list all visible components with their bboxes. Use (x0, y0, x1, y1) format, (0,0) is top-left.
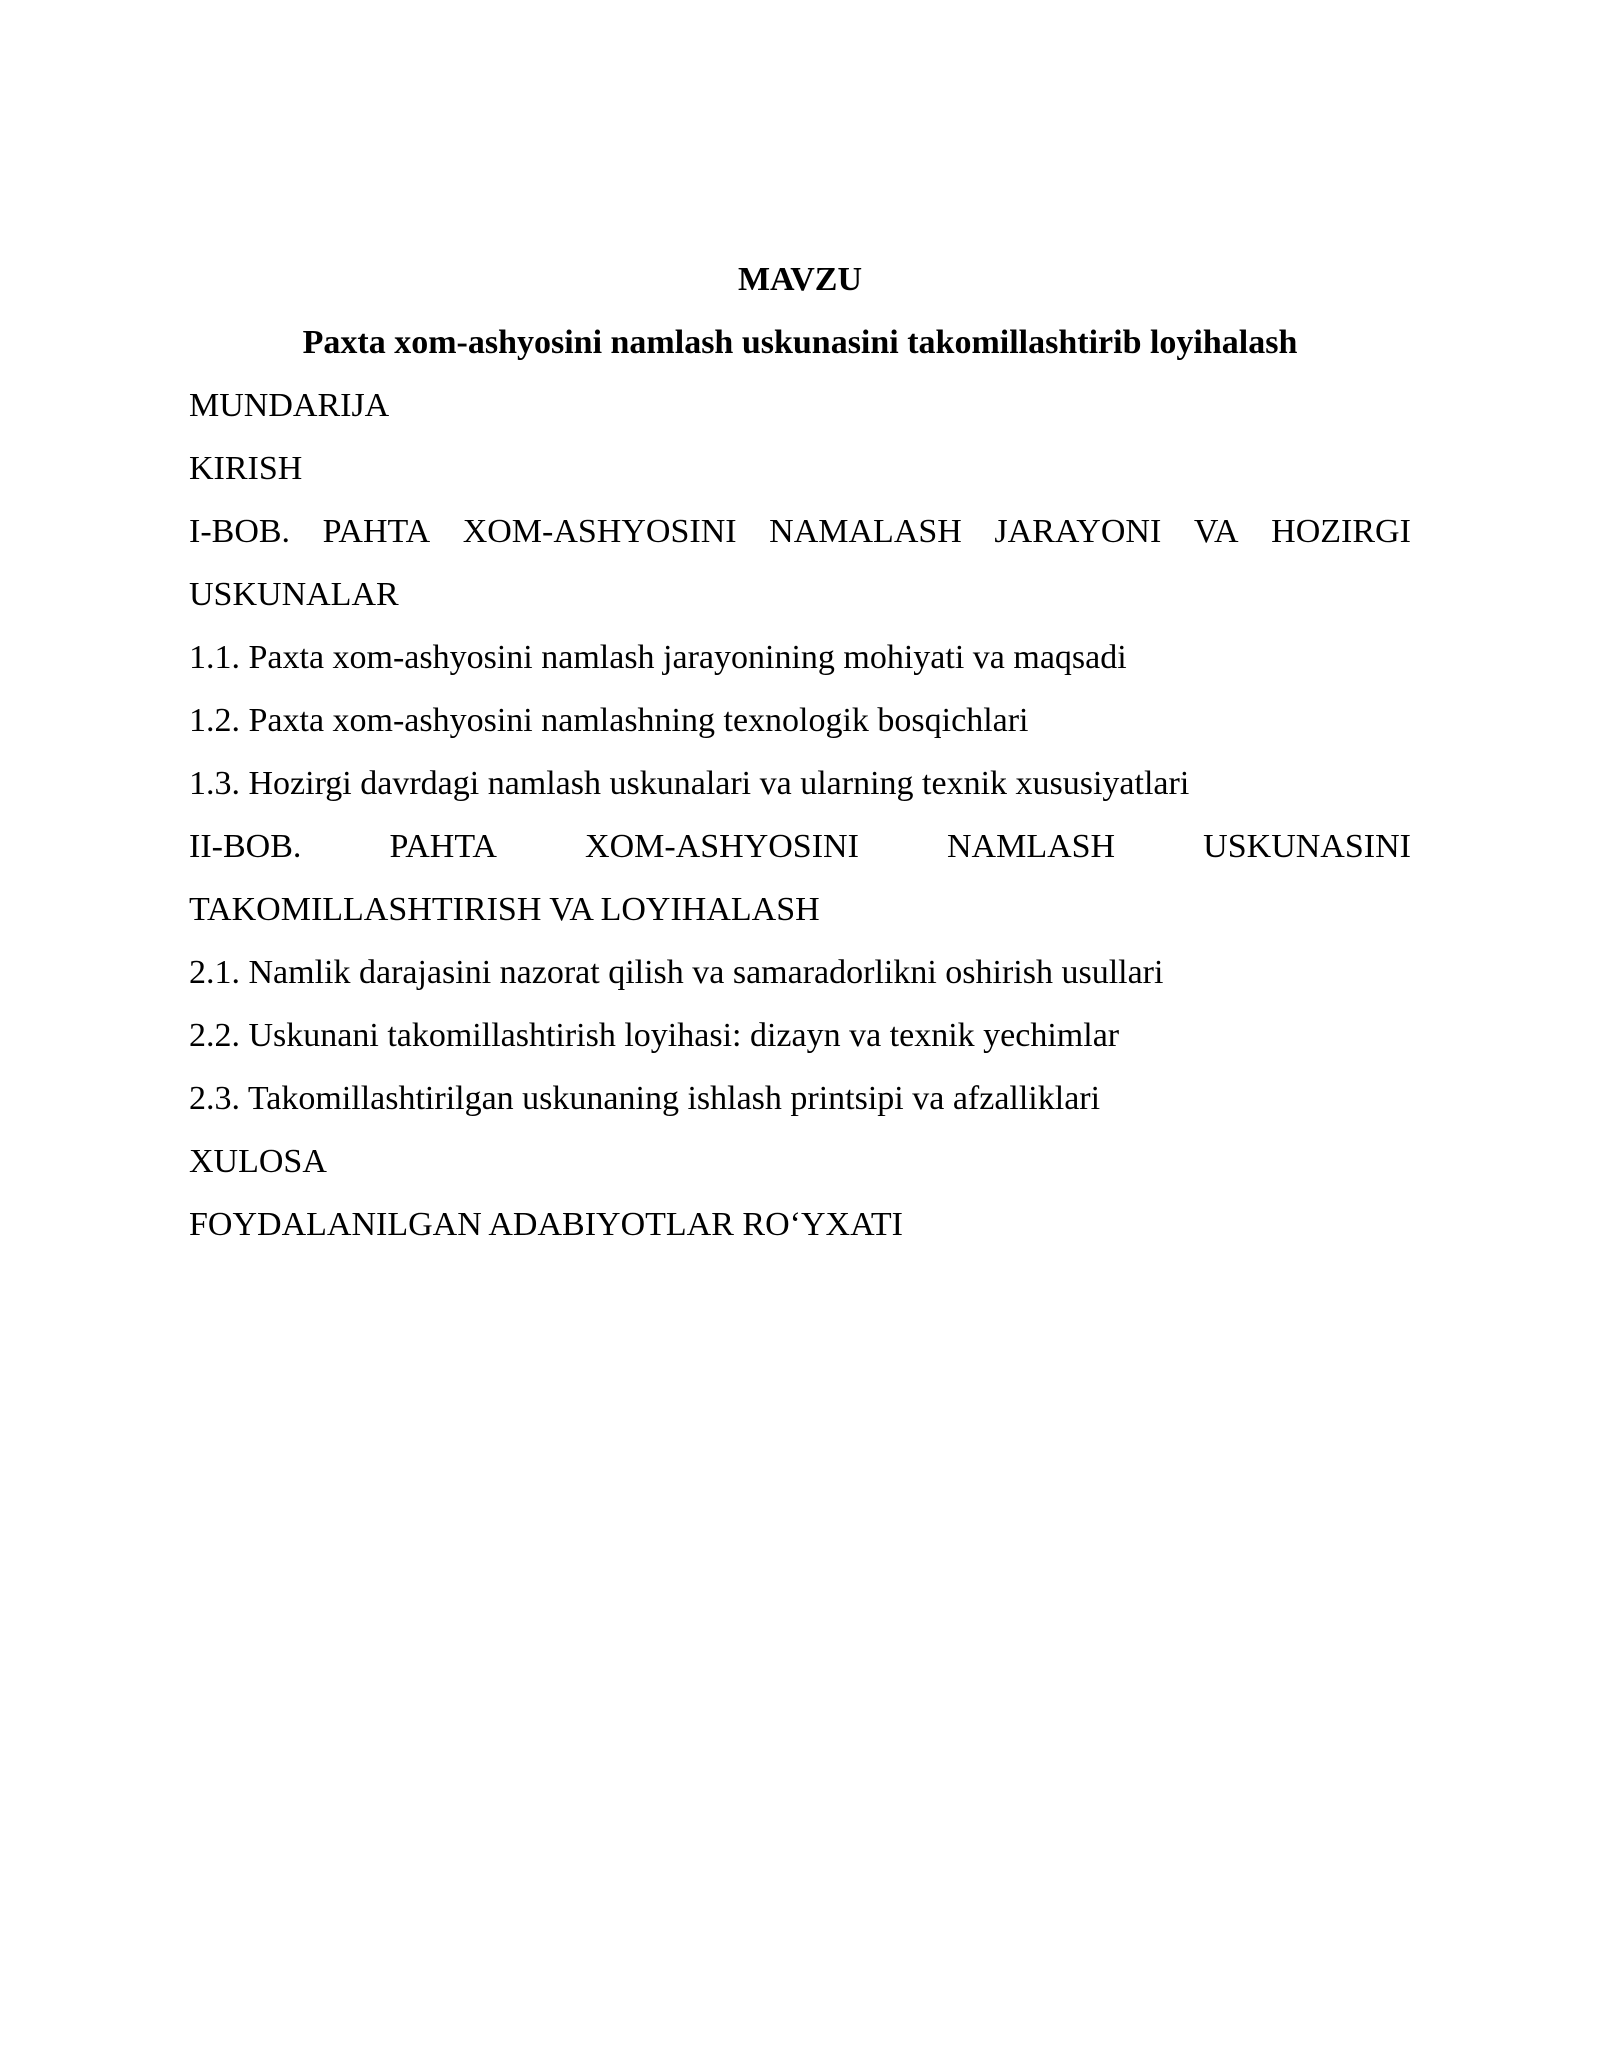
toc-entry-chapter-2-continued: TAKOMILLASHTIRISH VA LOYIHALASH (189, 891, 820, 928)
contents-label: MUNDARIJA (189, 387, 390, 424)
chapter-2-word: PAHTA (389, 828, 497, 865)
document-content (189, 248, 1411, 1256)
toc-entry-section-2-2: 2.2. Uskunani takomillashtirish loyihasi: dizayn va texnik yechimlar (189, 1017, 1120, 1054)
toc-entry-references: FOYDALANILGAN ADABIYOTLAR RO‘YXATI (189, 1206, 903, 1243)
toc-entry-chapter-2 (189, 815, 1411, 878)
topic-label: MAVZU (737, 261, 863, 298)
chapter-1-word: NAMALASH (769, 513, 962, 550)
topic-title: Paxta xom-ashyosini namlash uskunasini takomillashtirib loyihalash (302, 324, 1298, 361)
chapter-1-word: VA (1193, 513, 1239, 550)
toc-entry-chapter-1-continued: USKUNALAR (189, 576, 399, 613)
toc-entry-intro: KIRISH (189, 450, 303, 487)
toc-entry-conclusion: XULOSA (189, 1143, 327, 1180)
toc-entry-chapter-1 (189, 500, 1411, 563)
toc-entry-section-1-3: 1.3. Hozirgi davrdagi namlash uskunalari va ularning texnik xususiyatlari (189, 765, 1190, 802)
chapter-1-word: JARAYONI (994, 513, 1162, 550)
chapter-2-word: II-BOB. (189, 828, 302, 865)
chapter-1-word: PAHTA (322, 513, 431, 550)
chapter-2-word: NAMLASH (946, 828, 1116, 865)
toc-entry-section-1-2: 1.2. Paxta xom-ashyosini namlashning texnologik bosqichlari (189, 702, 1029, 739)
chapter-2-word: XOM-ASHYOSINI (585, 828, 859, 865)
chapter-1-word: HOZIRGI (1271, 513, 1411, 550)
chapter-1-word: I-BOB. (189, 513, 291, 550)
toc-entry-section-2-1: 2.1. Namlik darajasini nazorat qilish va samaradorlikni oshirish usullari (189, 954, 1164, 991)
chapter-1-word: XOM-ASHYOSINI (462, 513, 737, 550)
chapter-2-word: USKUNASINI (1203, 828, 1411, 865)
toc-entry-section-1-1: 1.1. Paxta xom-ashyosini namlash jarayonining mohiyati va maqsadi (189, 639, 1127, 676)
toc-entry-section-2-3: 2.3. Takomillashtirilgan uskunaning ishlash printsipi va afzalliklari (189, 1080, 1101, 1117)
